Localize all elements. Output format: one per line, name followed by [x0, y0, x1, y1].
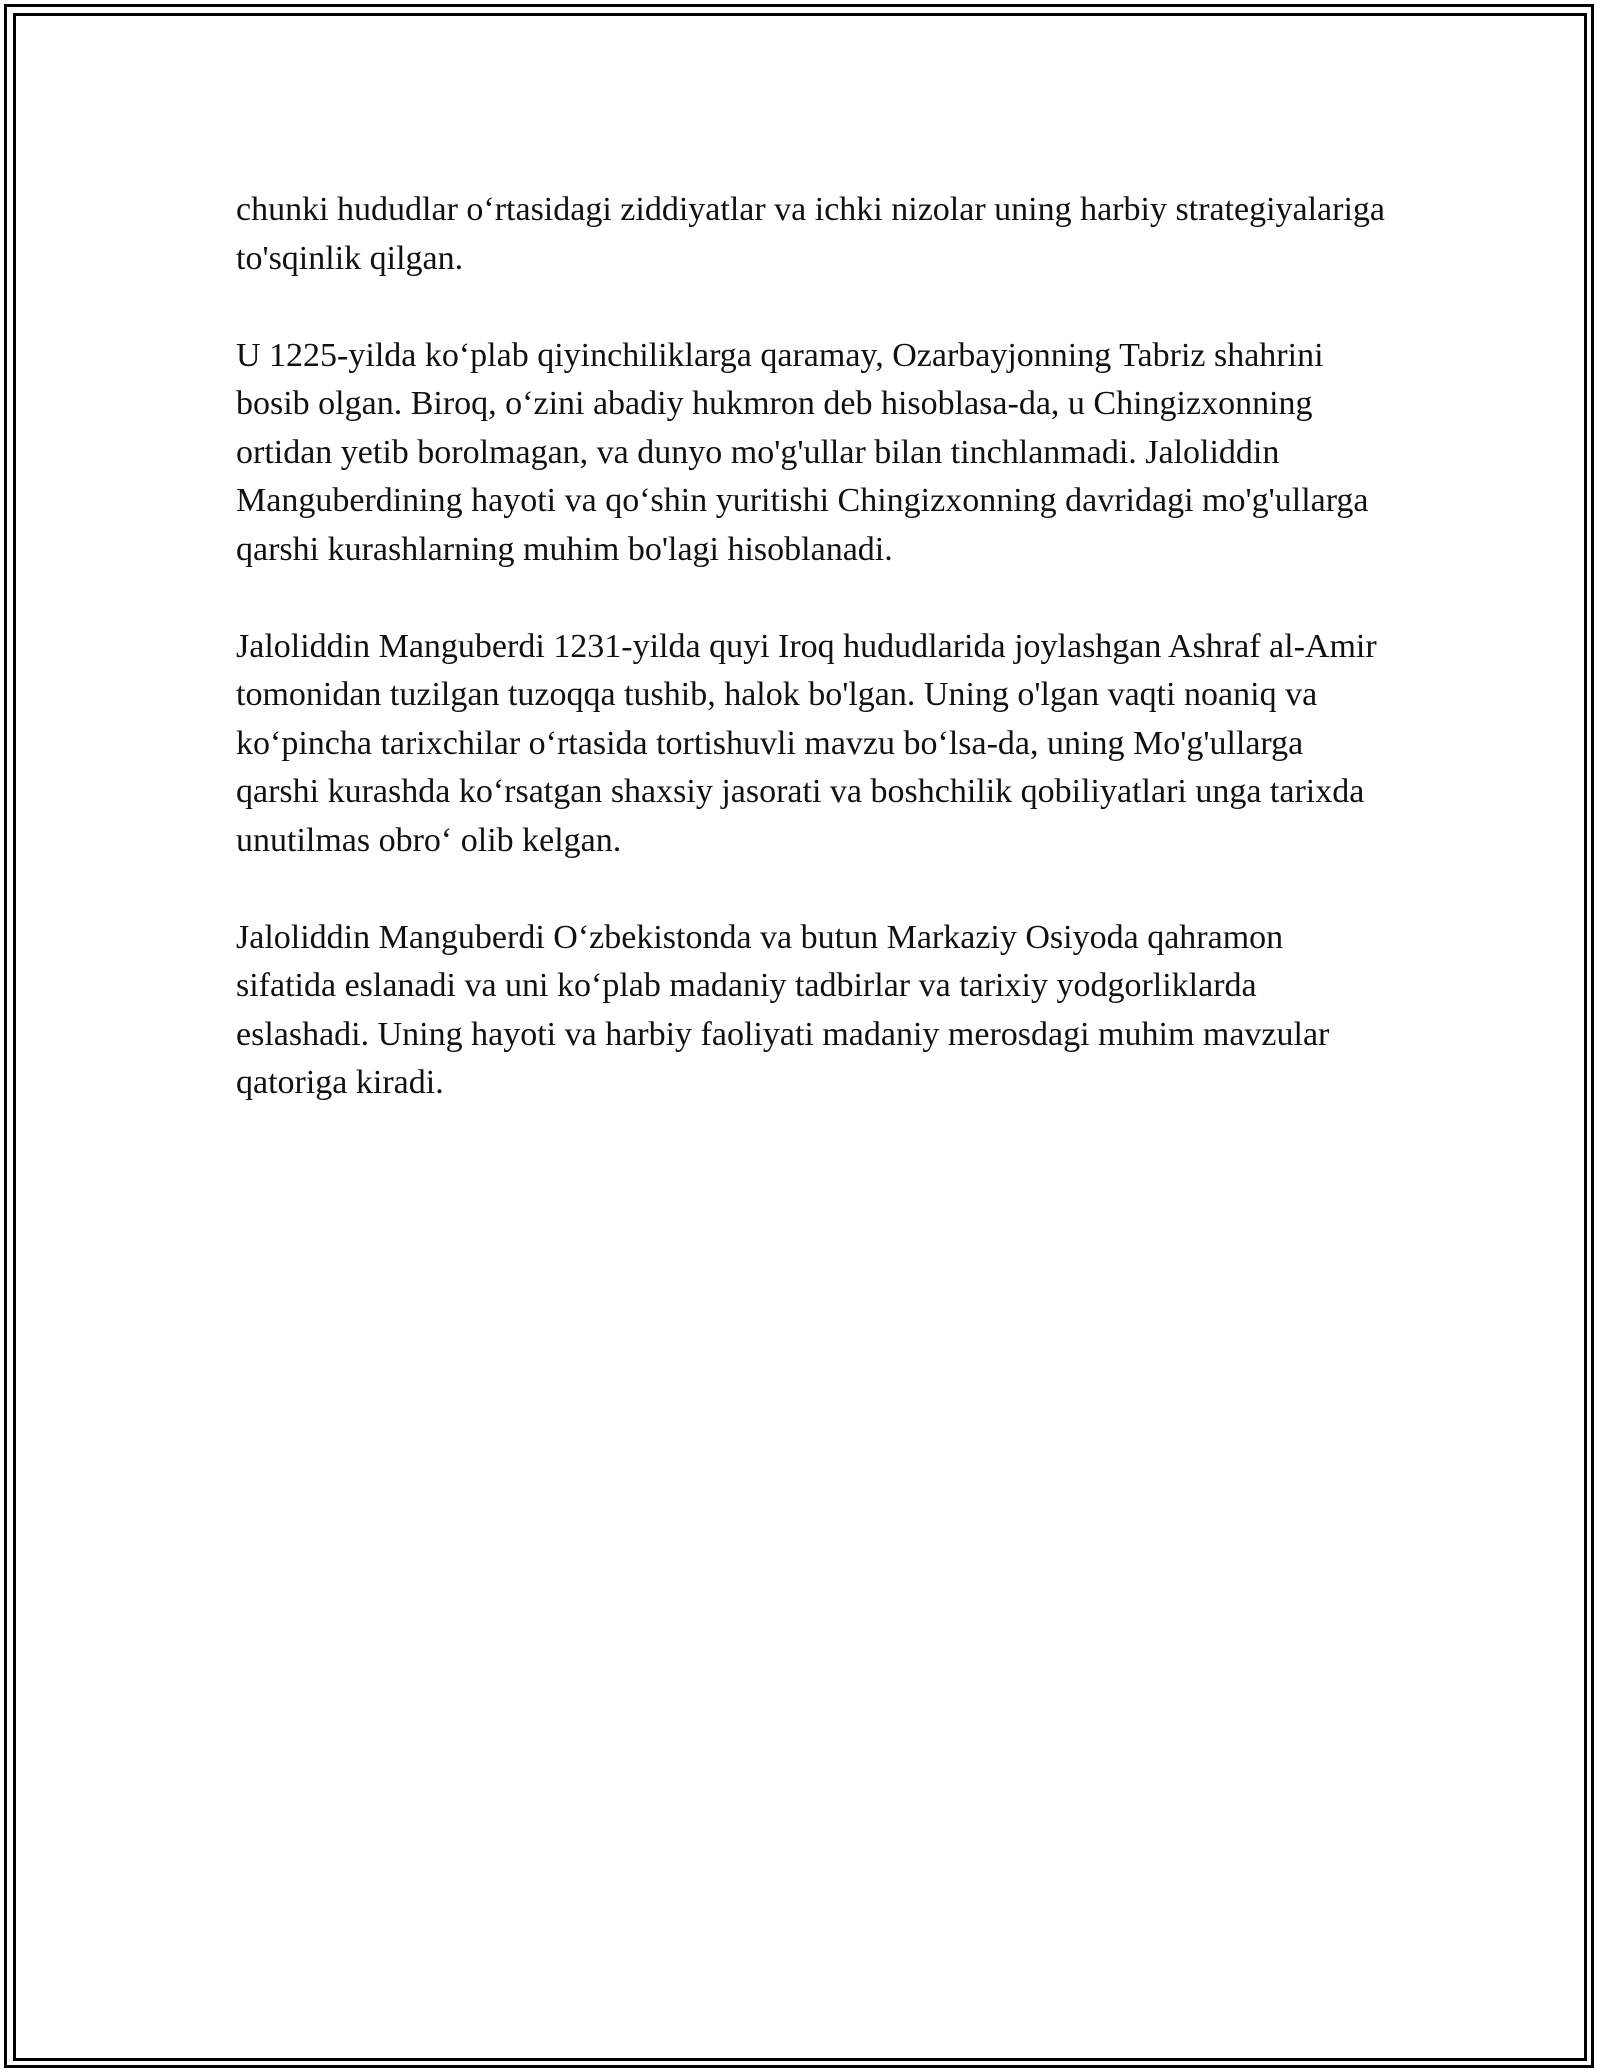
paragraph-4: Jaloliddin Manguberdi O‘zbekistonda va butun Markaziy Osiyoda qahramon sifatida eslanadi va uni ko‘plab madaniy tadbirlar va tarixiy yodgorliklarda eslashadi. Uning hayoti va harbiy faoliyati madaniy merosdagi muhim mavzular qatoriga kiradi. — [236, 918, 1330, 1101]
paragraph-1: chunki hududlar o‘rtasidagi ziddiyatlar va ichki nizolar uning harbiy strategiyalariga to'sqinlik qilgan. — [236, 191, 1386, 277]
paragraph-3: Jaloliddin Manguberdi 1231-yilda quyi Iroq hududlarida joylashgan Ashraf al-Amir tomonidan tuzilgan tuzoqqa tushib, halok bo'lgan. Uning o'lgan vaqti noaniq va ko‘pincha tarixchilar o‘rtasida tortishuvli mavzu bo‘lsa-da, uning Mo'g'ullarga qarshi kurashda ko‘rsatgan shaxsiy jasorati va boshchilik qobiliyatlari unga tarixda unutilmas obro‘ olib kelgan. — [236, 627, 1377, 859]
document-body — [236, 186, 1386, 1156]
paragraph-2: U 1225-yilda ko‘plab qiyinchiliklarga qaramay, Ozarbayjonning Tabriz shahrini bosib olgan. Biroq, o‘zini abadiy hukmron deb hisoblasa-da, u Chingizxonning ortidan yetib borolmagan, va dunyo mo'g'ullar bilan tinchlanmadi. Jaloliddin Manguberdining hayoti va qo‘shin yuritishi Chingizxonning davridagi mo'g'ullarga qarshi kurashlarning muhim bo'lagi hisoblanadi. — [236, 336, 1369, 568]
